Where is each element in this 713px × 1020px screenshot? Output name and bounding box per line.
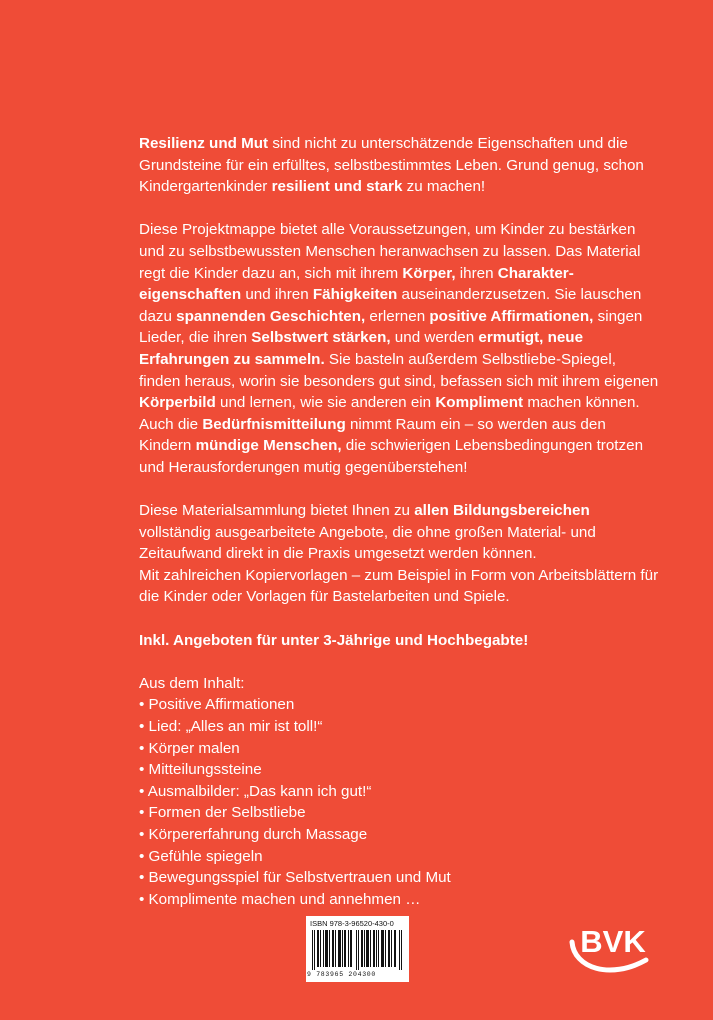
highlight-line xyxy=(139,630,659,652)
text-run: sind nicht zu unterschätzende Eigenschaften und die Grundsteine für ein erfülltes, selbstbestimmtes Leben. Grund genug, schon Kindergartenkinder xyxy=(139,135,644,196)
bold-phrase: Charaktereigenschaften xyxy=(139,264,574,304)
text-run: vollständig ausgearbeitete Angebote, die ohne großen Material- und Zeitaufwand direkt in die Praxis umgesetzt werden können. xyxy=(139,523,596,563)
bold-phrase: Bedürfnismitteilung xyxy=(202,415,346,433)
barcode-icon xyxy=(312,930,404,970)
list-item: • Komplimente machen und annehmen … xyxy=(139,890,421,908)
bold-phrase: ermutigt, neue Erfahrungen zu sammeln. xyxy=(139,329,584,368)
bold-phrase: Selbstwert stärken, xyxy=(251,329,391,347)
text-run: und ihren xyxy=(241,286,313,304)
bold-phrase: Fähigkeiten xyxy=(312,286,398,304)
list-item: • Mitteilungssteine xyxy=(139,761,262,779)
bold-phrase: mündige Menschen, xyxy=(195,437,342,455)
bold-phrase: Kompliment xyxy=(435,394,524,412)
text-run: Sie basteln außerdem Selbstliebe-Spiegel, finden heraus, worin sie besonders gut sind, befassen sich mit ihrem eigenen xyxy=(139,350,659,390)
bold-phrase: Körper, xyxy=(402,264,456,282)
text-run: nimmt Raum ein – so werden aus den Kindern xyxy=(139,415,606,455)
bold-phrase: resilient und stark xyxy=(271,178,403,196)
intro-paragraph xyxy=(139,133,659,198)
isbn-barcode xyxy=(306,916,409,982)
contents-heading: Aus dem Inhalt: xyxy=(139,674,245,692)
list-item: • Körpererfahrung durch Massage xyxy=(139,826,368,843)
text-run: und lernen, wie sie anderen ein xyxy=(215,394,436,412)
highlight-text: Inkl. Angeboten für unter 3-Jährige und Hochbegabte! xyxy=(139,631,529,649)
bold-phrase: spannenden Geschichten, xyxy=(176,307,366,325)
text-run: ihren xyxy=(455,264,498,282)
list-item: • Positive Affirmationen xyxy=(139,696,295,714)
list-item: • Ausmalbilder: „Das kann ich gut!“ xyxy=(139,782,372,800)
materials-paragraph xyxy=(139,500,659,565)
bvk-logo xyxy=(566,916,652,980)
list-item: • Körper malen xyxy=(139,739,240,757)
bold-phrase: Körperbild xyxy=(139,394,216,412)
text-run: die schwierigen Lebensbedingungen trotzen und Herausforderungen mutig gegenüberstehen! xyxy=(139,437,644,476)
description-paragraph xyxy=(139,219,659,478)
text-run: singen Lieder, die ihren xyxy=(139,307,643,347)
list-item: • Gefühle spiegeln xyxy=(139,847,263,865)
text-run: auseinanderzusetzen. Sie lauschen dazu xyxy=(139,286,642,325)
text-run: erlernen xyxy=(365,307,430,325)
list-item: • Bewegungsspiel für Selbstvertrauen und Mut xyxy=(139,869,451,887)
bold-phrase: positive Affirmationen, xyxy=(429,307,594,325)
text-run: machen können. Auch die xyxy=(139,394,640,433)
materials-paragraph-line2: Mit zahlreichen Kopiervorlagen – zum Beispiel in Form von Arbeitsblättern für die Kinder oder Vorlagen für Bastelarbeiten und Spiele. xyxy=(139,566,659,606)
back-cover-text xyxy=(139,133,659,910)
list-item: • Formen der Selbstliebe xyxy=(139,804,306,822)
bold-phrase: Resilienz und Mut xyxy=(139,135,269,152)
list-item: • Lied: „Alles an mir ist toll!“ xyxy=(139,718,323,736)
logo-text: BVK xyxy=(580,924,646,959)
isbn-label: ISBN 978-3-96520-430-0 xyxy=(310,919,394,928)
text-run: Diese Projektmappe bietet alle Voraussetzungen, um Kinder zu bestärken und zu selbstbewussten Menschen heranwachsen zu lassen. Das Material regt die Kinder dazu an, sich mit ihrem xyxy=(139,221,641,282)
text-run: zu machen! xyxy=(402,178,486,196)
text-run: Diese Materialsammlung bietet Ihnen zu xyxy=(139,502,415,520)
text-run: und werden xyxy=(390,329,479,347)
bold-phrase: allen Bildungsbereichen xyxy=(414,502,590,520)
barcode-digits: 9 783965 204300 xyxy=(307,971,377,978)
